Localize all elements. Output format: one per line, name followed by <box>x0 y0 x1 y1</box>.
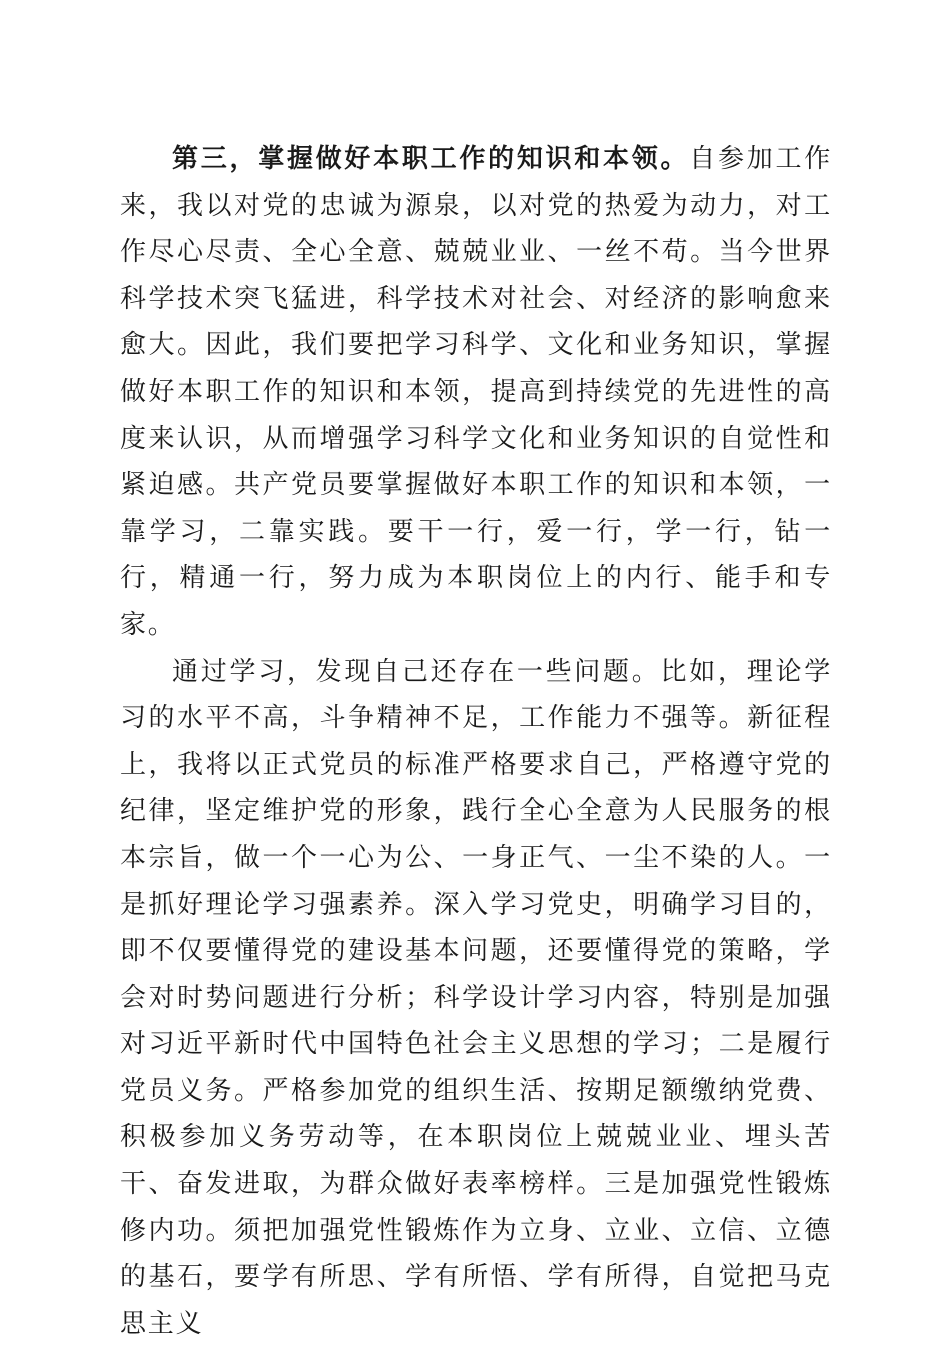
paragraph-1-text: 自参加工作来，我以对党的忠诚为源泉，以对党的热爱为动力，对工作尽心尽责、全心全意、兢兢业业、一丝不苟。当今世界科学技术突飞猛进，科学技术对社会、对经济的影响愈来愈大。因此，我们要把学习科学、文化和业务知识，掌握做好本职工作的知识和本领，提高到持续党的先进性的高度来认识，从而增强学习科学文化和业务知识的自觉性和紧迫感。共产党员要掌握做好本职工作的知识和本领，一靠学习，二靠实践。要干一行，爱一行，学一行，钻一行，精通一行，努力成为本职岗位上的内行、能手和专家。 <box>120 144 832 640</box>
paragraph-1 <box>120 136 832 649</box>
paragraph-2 <box>120 649 832 1347</box>
paragraph-2-text: 通过学习，发现自己还存在一些问题。比如，理论学习的水平不高，斗争精神不足，工作能力不强等。新征程上，我将以正式党员的标准严格要求自己，严格遵守党的纪律，坚定维护党的形象，践行全心全意为人民服务的根本宗旨，做一个一心为公、一身正气、一尘不染的人。一是抓好理论学习强素养。深入学习党史，明确学习目的，即不仅要懂得党的建设基本问题，还要懂得党的策略，学会对时势问题进行分析；科学设计学习内容，特别是加强对习近平新时代中国特色社会主义思想的学习；二是履行党员义务。严格参加党的组织生活、按期足额缴纳党费、积极参加义务劳动等，在本职岗位上兢兢业业、埋头苦干、奋发进取，为群众做好表率榜样。三是加强党性锻炼修内功。须把加强党性锻炼作为立身、立业、立信、立德的基石，要学有所思、学有所悟、学有所得，自觉把马克思主义 <box>120 656 832 1339</box>
document-body <box>120 136 832 1347</box>
paragraph-1-heading: 第三，掌握做好本职工作的知识和本领。 <box>172 144 690 174</box>
